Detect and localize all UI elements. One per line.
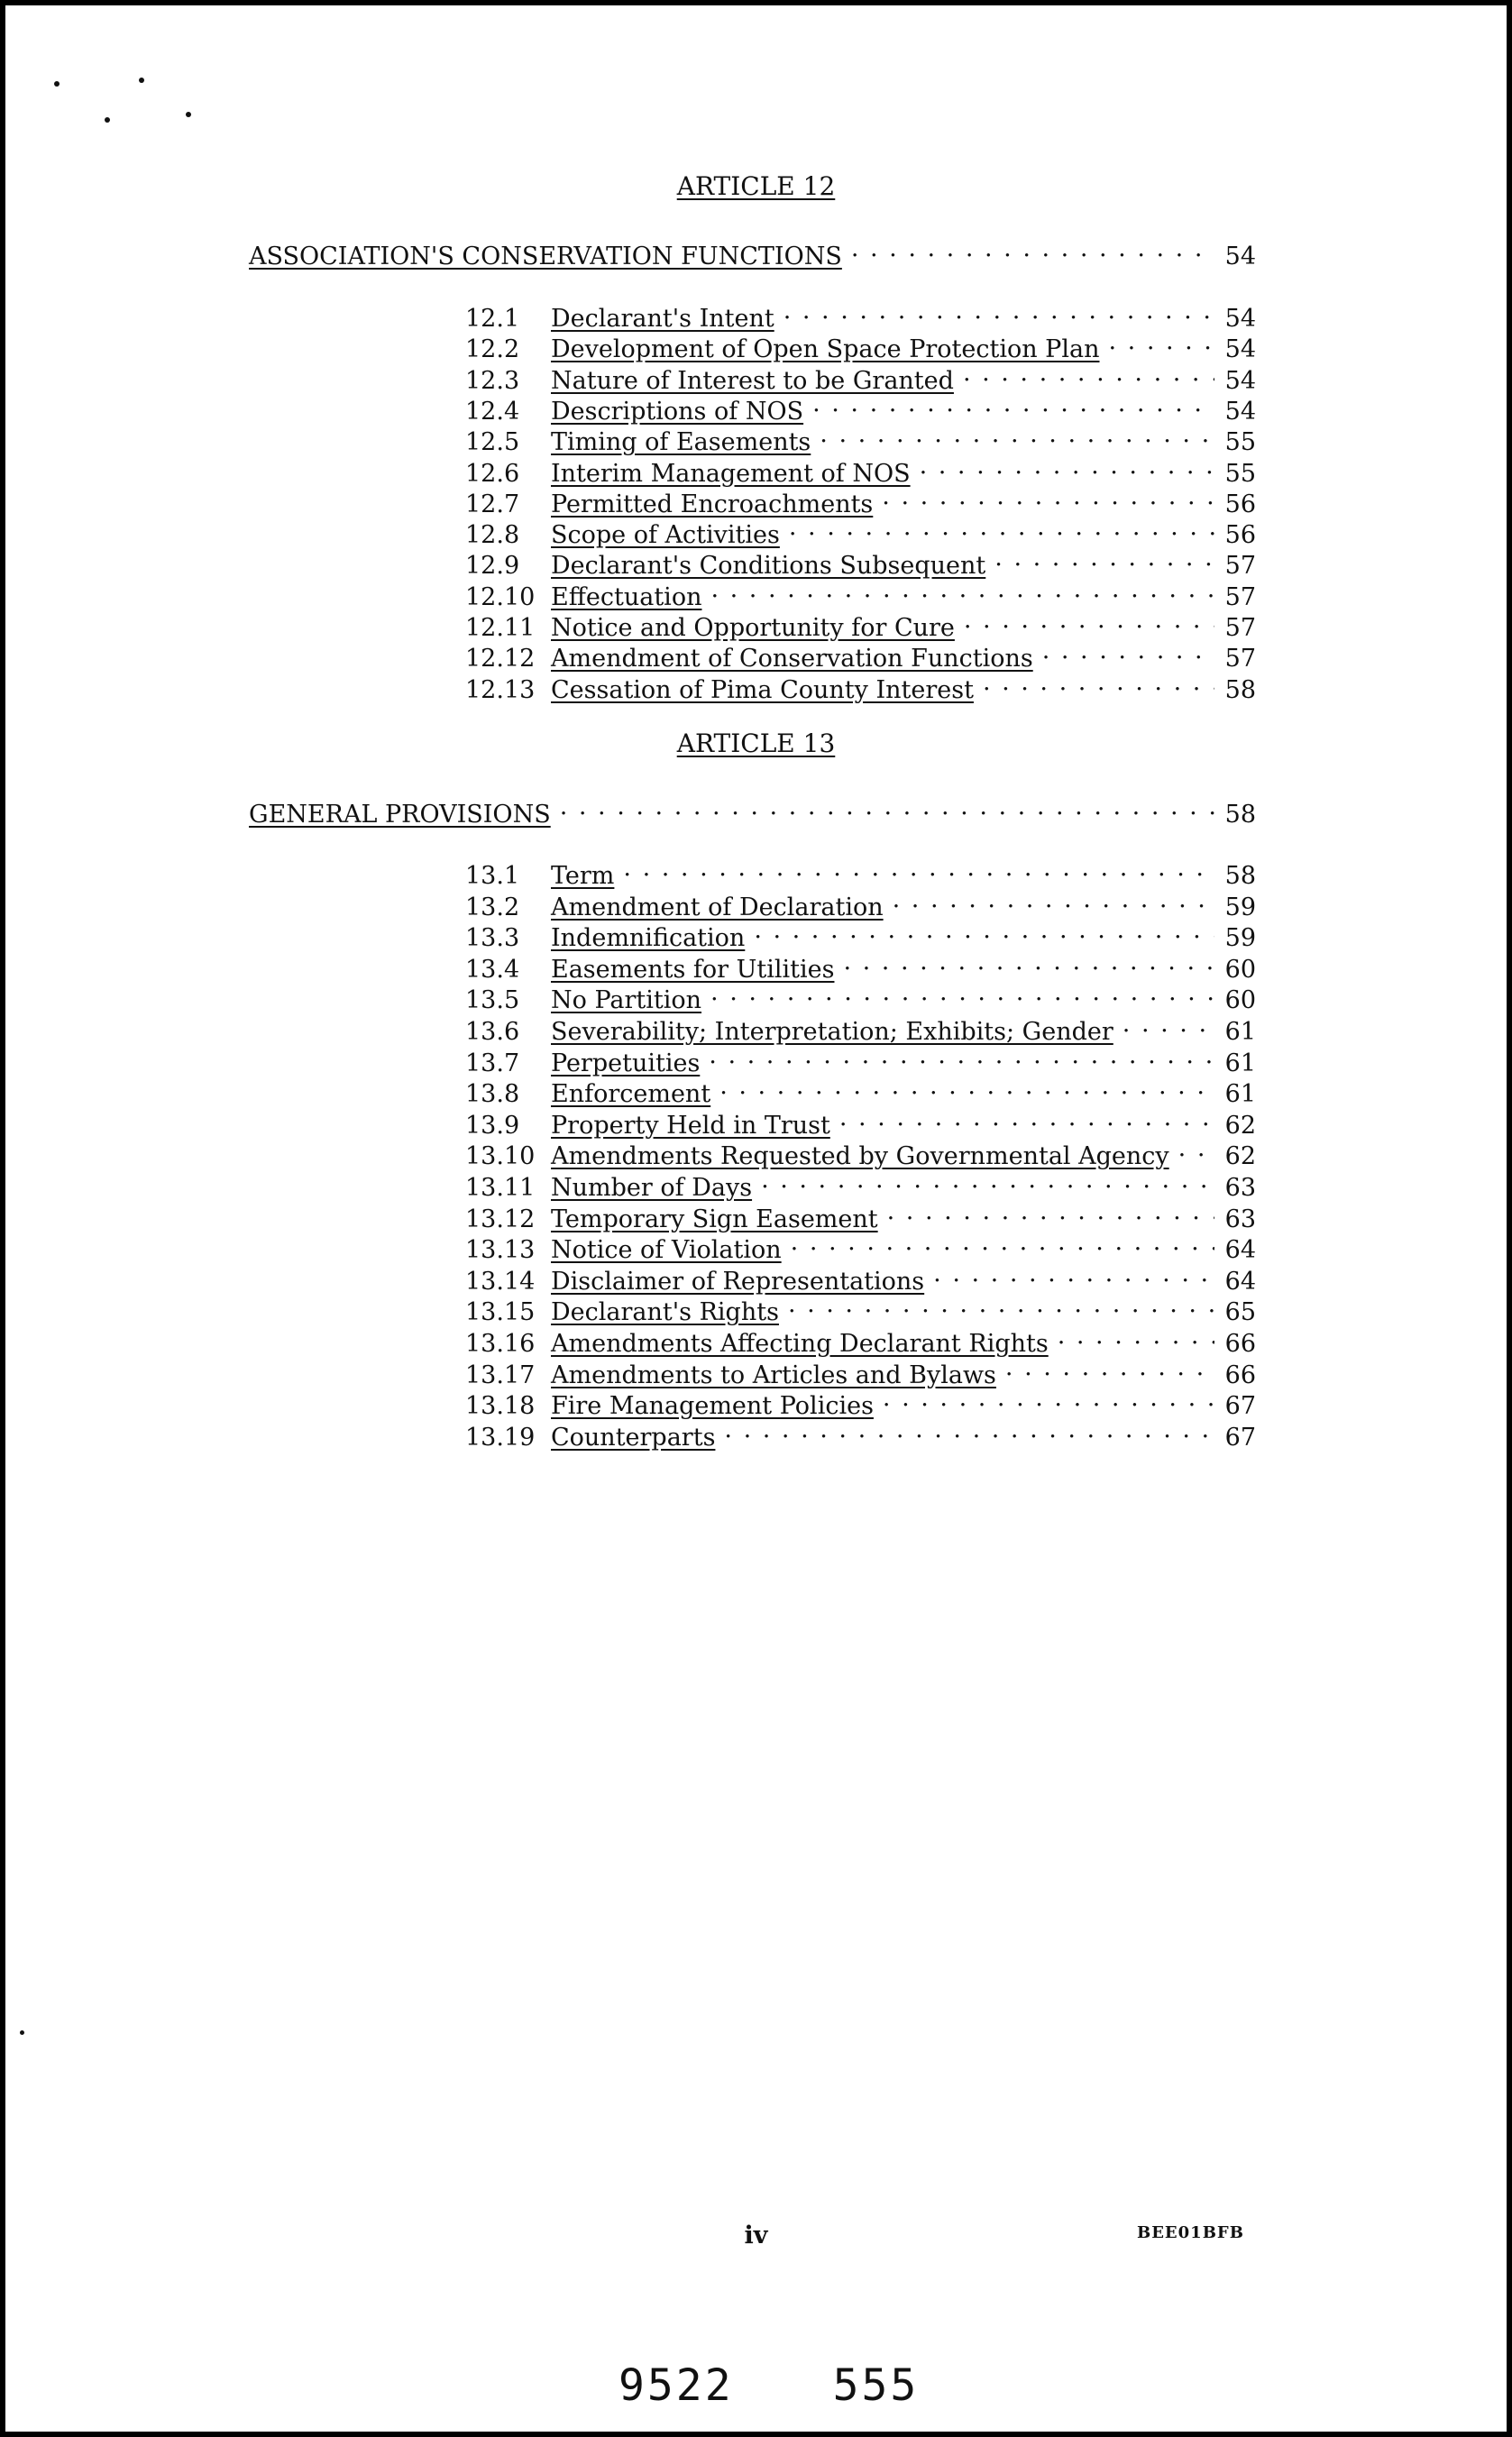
entry-title: Amendments Affecting Declarant Rights: [551, 1330, 1049, 1358]
entry-title: Nature of Interest to be Granted: [551, 366, 954, 395]
entry-title: Descriptions of NOS: [551, 397, 804, 426]
dot-leader: [791, 1227, 1214, 1258]
toc-entry[interactable]: [465, 667, 1256, 706]
dot-leader: [560, 792, 1214, 822]
scan-speck: [139, 78, 144, 83]
entry-title: Notice of Violation: [551, 1236, 782, 1265]
page-number: 66: [1224, 1361, 1256, 1389]
dot-leader: [710, 574, 1214, 605]
dot-leader: [1123, 1009, 1214, 1040]
section-title: GENERAL PROVISIONS: [249, 801, 551, 829]
entry-number: 13.14: [465, 1267, 536, 1296]
page-number: 62: [1224, 1142, 1256, 1171]
entry-number: 13.8: [465, 1080, 520, 1109]
entry-title: Term: [551, 862, 615, 890]
page-number: 61: [1224, 1018, 1256, 1046]
entry-title: Fire Management Policies: [551, 1392, 874, 1421]
dot-leader: [761, 1165, 1214, 1196]
page-number: 57: [1224, 645, 1256, 673]
dot-leader: [883, 1383, 1214, 1414]
stamp-right: 555: [832, 2360, 920, 2411]
entry-number: 12.13: [465, 675, 536, 704]
entry-number: 12.7: [465, 490, 520, 518]
dot-leader: [882, 481, 1214, 512]
entry-title: Declarant's Rights: [551, 1298, 779, 1327]
entry-number: 12.11: [465, 614, 536, 642]
entry-title: Interim Management of NOS: [551, 459, 911, 488]
page-number: 55: [1224, 428, 1256, 457]
dot-leader: [839, 1103, 1214, 1133]
entry-title: Amendment of Conservation Functions: [551, 645, 1033, 673]
stamp-left: 9522: [619, 2360, 734, 2411]
dot-leader: [783, 296, 1214, 326]
page-number: 61: [1224, 1049, 1256, 1077]
dot-leader: [1178, 1133, 1214, 1164]
page-number: 58: [1224, 862, 1256, 890]
entry-title: Declarant's Intent: [551, 305, 774, 333]
entry-title: Number of Days: [551, 1174, 753, 1202]
dot-leader: [887, 1196, 1214, 1227]
entry-number: 13.18: [465, 1392, 536, 1421]
entry-title: Permitted Encroachments: [551, 490, 874, 518]
entry-number: 13.10: [465, 1142, 536, 1171]
entry-number: 13.15: [465, 1298, 536, 1327]
page-number: 56: [1224, 521, 1256, 550]
dot-leader: [851, 234, 1214, 264]
section-title: ASSOCIATION'S CONSERVATION FUNCTIONS: [249, 243, 842, 270]
entry-title: Disclaimer of Representations: [551, 1267, 925, 1296]
scan-speck: [186, 112, 191, 117]
entry-number: 13.2: [465, 893, 520, 921]
dot-leader: [820, 419, 1214, 450]
page-number: 63: [1224, 1205, 1256, 1233]
entry-number: 12.12: [465, 645, 536, 673]
toc-section-line[interactable]: [249, 234, 1256, 272]
article-13-heading: ARTICLE 13: [676, 728, 836, 758]
entry-number: 13.19: [465, 1423, 536, 1452]
entry-number: 13.1: [465, 862, 520, 890]
dot-leader: [933, 1259, 1214, 1289]
page-number: 65: [1224, 1298, 1256, 1327]
entry-number: 13.12: [465, 1205, 536, 1233]
entry-title: Notice and Opportunity for Cure: [551, 614, 955, 642]
entry-title: No Partition: [551, 986, 702, 1015]
entry-number: 13.4: [465, 955, 520, 984]
entry-title: Amendment of Declaration: [551, 893, 884, 921]
dot-leader: [963, 358, 1214, 389]
scan-speck: [105, 117, 110, 123]
entry-number: 13.13: [465, 1236, 536, 1265]
scan-speck: [54, 81, 60, 87]
entry-number: 13.9: [465, 1111, 520, 1140]
dot-leader: [788, 1289, 1214, 1320]
page-number: 67: [1224, 1423, 1256, 1452]
dot-leader: [724, 1415, 1214, 1445]
page-number: 54: [1224, 243, 1256, 270]
dot-leader: [1108, 326, 1214, 357]
page-number: 60: [1224, 986, 1256, 1015]
entry-title: Timing of Easements: [551, 428, 811, 457]
bates-stamp: [619, 2360, 919, 2411]
page-number: 62: [1224, 1111, 1256, 1140]
entry-number: 13.5: [465, 986, 520, 1015]
dot-leader: [812, 389, 1214, 419]
dot-leader: [623, 853, 1214, 884]
entry-title: Amendments Requested by Governmental Agency: [551, 1142, 1169, 1171]
dot-leader: [964, 605, 1214, 636]
page-number: 56: [1224, 490, 1256, 518]
page-number: 67: [1224, 1392, 1256, 1421]
entry-title: Perpetuities: [551, 1049, 701, 1077]
entry-title: Severability; Interpretation; Exhibits; Gender: [551, 1018, 1113, 1046]
page-number: 54: [1224, 366, 1256, 395]
entry-title: Easements for Utilities: [551, 955, 835, 984]
entry-number: 12.9: [465, 552, 520, 581]
entry-number: 12.8: [465, 521, 520, 550]
entry-number: 12.1: [465, 305, 520, 333]
toc-section-line[interactable]: [249, 792, 1256, 830]
page-number: 59: [1224, 893, 1256, 921]
dot-leader: [920, 451, 1214, 481]
scan-speck: [20, 2030, 24, 2035]
entry-number: 12.10: [465, 582, 536, 611]
entry-number: 12.2: [465, 335, 520, 364]
toc-entry[interactable]: [465, 1415, 1256, 1453]
page-number: 59: [1224, 924, 1256, 953]
page-number: 54: [1224, 397, 1256, 426]
dot-leader: [719, 1071, 1214, 1102]
dot-leader: [1005, 1352, 1214, 1383]
entry-title: Counterparts: [551, 1423, 716, 1452]
page-label: iv: [744, 2222, 768, 2249]
dot-leader: [994, 543, 1214, 573]
dot-leader: [789, 512, 1214, 543]
dot-leader: [1042, 636, 1214, 666]
page-number: 55: [1224, 459, 1256, 488]
page-number: 57: [1224, 582, 1256, 611]
dot-leader: [709, 1040, 1214, 1071]
entry-title: Indemnification: [551, 924, 746, 953]
dot-leader: [754, 915, 1214, 946]
entry-number: 13.6: [465, 1018, 520, 1046]
page-number: 66: [1224, 1330, 1256, 1358]
page-number: 57: [1224, 552, 1256, 581]
entry-number: 12.6: [465, 459, 520, 488]
entry-number: 13.11: [465, 1174, 536, 1202]
article-12-heading: ARTICLE 12: [676, 171, 836, 201]
entry-number: 12.3: [465, 366, 520, 395]
entry-number: 13.17: [465, 1361, 536, 1389]
page-number: 58: [1224, 801, 1256, 829]
entry-number: 13.16: [465, 1330, 536, 1358]
page-number: 57: [1224, 614, 1256, 642]
entry-title: Cessation of Pima County Interest: [551, 675, 974, 704]
dot-leader: [983, 667, 1214, 698]
entry-title: Development of Open Space Protection Plan: [551, 335, 1100, 364]
entry-number: 13.7: [465, 1049, 520, 1077]
page-number: 60: [1224, 955, 1256, 984]
entry-title: Declarant's Conditions Subsequent: [551, 552, 986, 581]
document-page: [5, 5, 1507, 2432]
entry-title: Amendments to Articles and Bylaws: [551, 1361, 996, 1389]
entry-title: Property Held in Trust: [551, 1111, 830, 1140]
page-number: 58: [1224, 675, 1256, 704]
page-number: 61: [1224, 1080, 1256, 1109]
dot-leader: [1058, 1321, 1214, 1351]
page-number: 63: [1224, 1174, 1256, 1202]
dot-leader: [843, 947, 1214, 977]
page-number: 64: [1224, 1236, 1256, 1265]
entry-number: 13.3: [465, 924, 520, 953]
page-number: 54: [1224, 335, 1256, 364]
entry-title: Temporary Sign Easement: [551, 1205, 878, 1233]
entry-number: 12.4: [465, 397, 520, 426]
dot-leader: [710, 977, 1214, 1008]
entry-title: Effectuation: [551, 582, 702, 611]
page-number: 64: [1224, 1267, 1256, 1296]
entry-title: Scope of Activities: [551, 521, 780, 550]
dot-leader: [893, 884, 1214, 915]
document-code: BEE01BFB: [1137, 2223, 1244, 2242]
page-number: 54: [1224, 305, 1256, 333]
entry-title: Enforcement: [551, 1080, 711, 1109]
entry-number: 12.5: [465, 428, 520, 457]
